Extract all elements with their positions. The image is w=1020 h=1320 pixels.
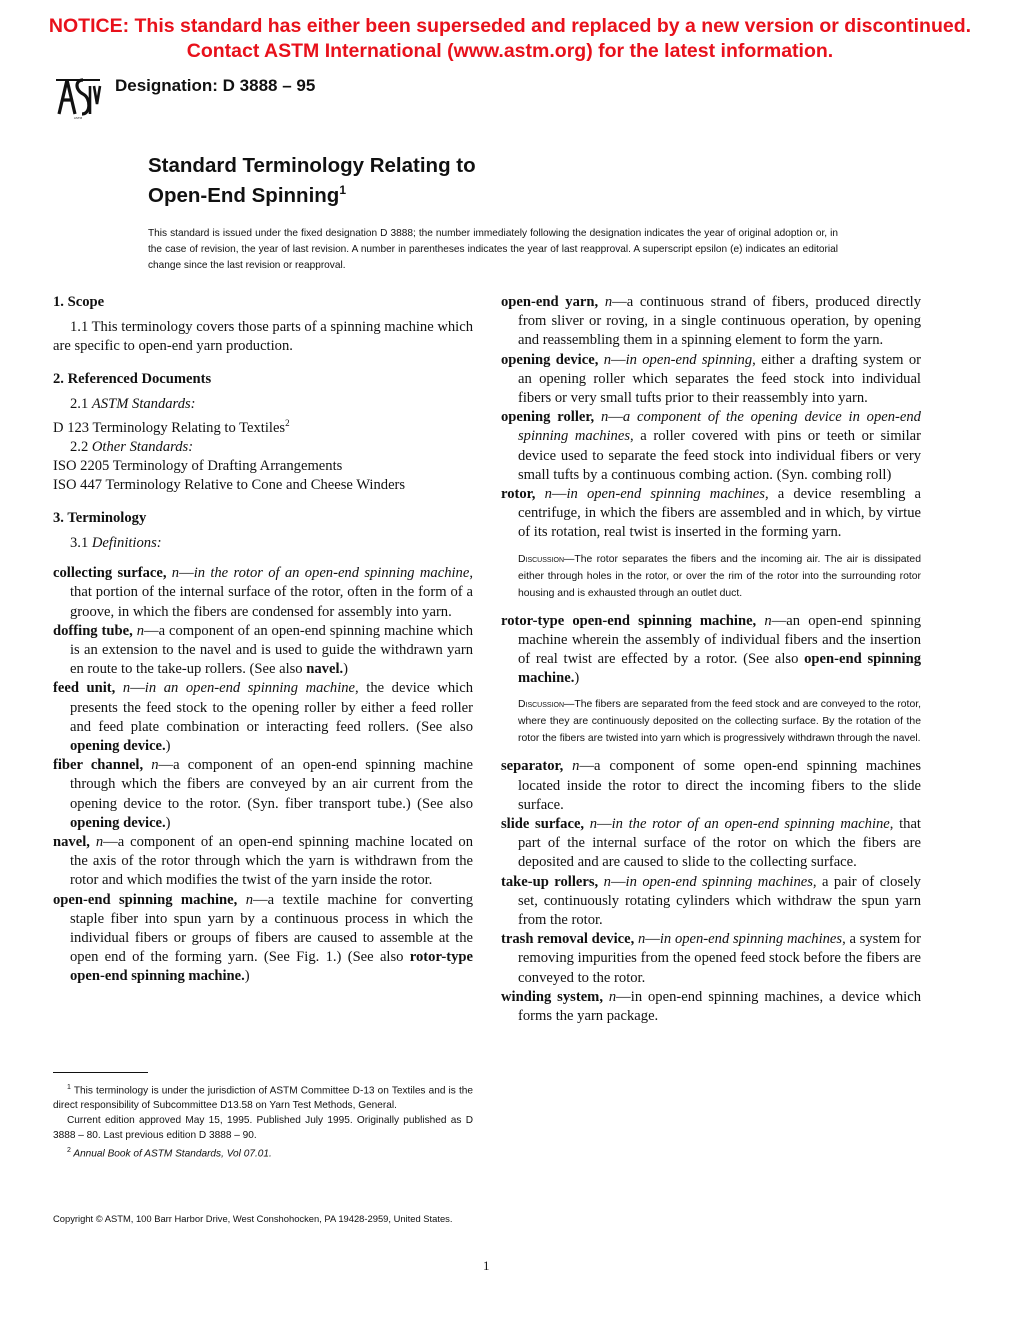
definition-pos: n— [637, 931, 660, 948]
definition-pos: n— [95, 833, 118, 850]
definition-entry [53, 891, 473, 987]
definition-pos: n— [151, 757, 174, 774]
definition-entry [53, 622, 473, 680]
footnote-1b: Current edition approved May 15, 1995. Published July 1995. Originally published as D 3888 – 80. Last previous edition D 3888 – 90. [53, 1115, 473, 1142]
notice-line-2: Contact ASTM International (www.astm.org) for the latest information. [186, 40, 834, 62]
definition-text: , a roller covered with pins or teeth or similar device used to separate the feed stock into individual fibers or very small tufts by a continuous combing action. (Syn. combing roll) [518, 428, 921, 483]
definition-term: collecting surface, [53, 565, 167, 582]
definition-text: , a system for removing impurities from the opened feed stock before the fibers are conveyed to the rotor. [518, 931, 921, 986]
definition-pos: n— [136, 622, 159, 639]
definition-term: opening roller, [501, 409, 595, 426]
definitions-list-right-b [501, 612, 921, 689]
ref-d123 [53, 414, 473, 438]
definition-term: open-end spinning machine, [53, 891, 238, 908]
definition-see-also: opening device. [70, 814, 166, 831]
definition-context: in open-end spinning [625, 351, 753, 368]
definition-entry [53, 833, 473, 891]
discussion-rotor-text: —The rotor separates the fibers and the incoming air. The air is dissipated either through holes in the rotor, or over the rim of the rotor into the surrounding rotor housing and is exhausted through an outlet duct. [518, 553, 921, 599]
astm-logo [53, 74, 103, 120]
definition-text: a component of an open-end spinning machine located on the axis of the rotor through which the yarn is withdrawn from the rotor and which modifies the twist of the yarn inside the rotor. [70, 833, 473, 889]
definition-text: in open-end spinning machines, a device which forms the yarn package. [518, 988, 921, 1025]
definition-context: in open-end spinning machines [566, 486, 765, 503]
definition-entry [501, 930, 921, 988]
ref-d123-sup: 2 [285, 418, 290, 429]
section-heading-terminology: 3. Terminology [53, 509, 147, 526]
page-number: 1 [483, 1258, 490, 1273]
definition-entry [501, 351, 921, 409]
definition-pos: n— [600, 409, 623, 426]
definition-term: feed unit, [53, 680, 116, 697]
supersede-notice [0, 14, 1020, 64]
definition-text: a component of an open-end spinning machine which is an extension to the navel and is used to guide the withdrawn yarn en route to the take-up rollers. (See also [70, 622, 473, 678]
definition-pos: n— [604, 294, 627, 310]
definitions-list-right-c [501, 757, 921, 1026]
definition-pos: n— [544, 486, 567, 503]
definitions-label [53, 534, 473, 553]
footnote-1 [53, 1080, 473, 1113]
definition-tail: ) [343, 661, 349, 678]
definition-entry [501, 988, 921, 1026]
astm-standards-num: 2.1 [70, 395, 92, 412]
definition-text: , that portion of the internal surface of the rotor, often in the form of a groove, in which the fibers are condensed for assembly into yarn. [70, 565, 473, 620]
definition-text: , a device resembling a centrifuge, in which the fibers are assembled and in which, by virtue of its rotation, real twist is inserted in the forming yarn. [518, 486, 921, 541]
definition-context: a component of the opening device in open-end spinning machines [518, 409, 921, 445]
document-title [148, 153, 476, 208]
definition-text: an open-end spinning machine wherein the assembly of individual fibers and the insertion of real twist are effected by a rotor. (See also [518, 612, 921, 668]
definition-text: , that part of the internal surface of the rotor on which the fibers are deposited and are caused to slide to the collecting surface. [518, 816, 921, 871]
definitions-list-left [53, 564, 473, 986]
notice-line-1: NOTICE: This standard has either been superseded and replaced by a new version or discontinued. [48, 15, 972, 37]
definition-tail: ) [165, 737, 171, 754]
definition-pos: n— [171, 565, 194, 582]
footnote-2 [53, 1143, 473, 1161]
definition-term: rotor-type open-end spinning machine, [501, 612, 757, 629]
ref-iso447: ISO 447 Terminology Relative to Cone and Cheese Winders [53, 477, 406, 494]
definition-pos: n— [572, 758, 595, 775]
definition-context: in open-end spinning machines [659, 931, 843, 948]
title-line-2: Open-End Spinning [148, 183, 340, 207]
definition-text: , a pair of closely set, continuously rotating cylinders which withdraw the spun yarn from the rotor. [518, 873, 921, 929]
footnote-rule [53, 1072, 148, 1073]
definition-pos: n— [603, 873, 626, 890]
definition-entry [53, 564, 473, 622]
definitions-num: 3.1 [70, 534, 92, 551]
other-standards-label [53, 438, 473, 457]
designation: Designation: D 3888 – 95 [115, 76, 316, 95]
definition-pos: n— [608, 988, 631, 1005]
definition-term: navel, [53, 833, 90, 850]
definition-term: trash removal device, [501, 931, 635, 948]
logo-text: ASTM [73, 116, 83, 120]
definition-context: in open-end spinning machines [625, 873, 813, 890]
definition-see-also: rotor-type open-end spinning machine. [70, 949, 473, 985]
discussion-label: Discussion [518, 553, 565, 565]
footnote-2-mark: 2 [67, 1147, 71, 1155]
definition-term: slide surface, [501, 816, 585, 833]
definition-text: , the device which presents the feed stock to the opening roller by either a feed roller and feed plate combination or interacting feed rollers. (See also [70, 680, 473, 735]
definition-entry [501, 612, 921, 689]
definition-see-also: navel. [306, 661, 344, 678]
definition-entry [501, 408, 921, 485]
definition-term: separator, [501, 758, 564, 775]
definition-term: fiber channel, [53, 757, 144, 774]
discussion-rotor-type [501, 696, 921, 747]
right-column [501, 293, 921, 1026]
issue-statement: This standard is issued under the fixed designation D 3888; the number immediately following the designation indicates the year of original adoption or, in the case of revision, the year of last revision. A number in parentheses indicates the year of last reapproval. A superscript epsilon (e) indicates an editorial change since the last revision or reapproval. [148, 228, 838, 271]
ref-iso2205: ISO 2205 Terminology of Drafting Arrangements [53, 458, 343, 475]
definition-context: in an open-end spinning machine [144, 680, 356, 697]
definition-entry [53, 679, 473, 756]
definition-entry [501, 485, 921, 543]
astm-standards-label [53, 395, 473, 414]
definition-text: a component of an open-end spinning machine through which the fibers are conveyed by an air current from the opening device to the rotor. (Syn. fiber transport tube.) (See also [70, 757, 473, 812]
astm-standards-text: ASTM Standards: [91, 395, 196, 412]
definition-context: in the rotor of an open-end spinning machine [611, 816, 890, 833]
definition-entry [501, 293, 921, 351]
other-standards-num: 2.2 [70, 439, 92, 456]
definition-text: a continuous strand of fibers, produced directly from sliver or roving, in a single continuous operation, by opening and reassembling them in a spinning element to form the yarn. [518, 294, 922, 349]
title-footnote-ref: 1 [339, 183, 346, 197]
definition-term: rotor, [501, 486, 536, 503]
footnote-2-text: Annual Book of ASTM Standards, Vol 07.01. [70, 1148, 272, 1160]
definition-entry [501, 815, 921, 873]
definitions-text: Definitions: [91, 534, 162, 551]
definition-term: open-end yarn, [501, 294, 599, 310]
definition-text: a textile machine for converting staple fiber into spun yarn by a continuous process in which the individual fibers or groups of fibers are caused to assemble at the open end of the forming yarn. (See Fig. 1.) (See also [70, 891, 473, 966]
definition-context: in the rotor of an open-end spinning machine [193, 565, 470, 582]
title-line-1: Standard Terminology Relating to [148, 154, 476, 177]
definition-entry [53, 756, 473, 833]
discussion-rotor-type-text: —The fibers are separated from the feed stock and are conveyed to the rotor, where they are continuously deposited on the collecting surface. By the rotation of the rotor the fibers are twisted into yarn which is progressively withdrawn through the navel. [518, 699, 921, 745]
scope-paragraph: 1.1 This terminology covers those parts of a spinning machine which are specific to open-end yarn production. [53, 319, 474, 355]
definition-tail: ) [244, 968, 250, 985]
section-heading-refdocs: 2. Referenced Documents [53, 370, 212, 387]
definition-term: opening device, [501, 351, 599, 368]
section-heading-scope: 1. Scope [53, 294, 105, 310]
definition-pos: n— [764, 612, 787, 629]
other-standards-text: Other Standards: [91, 439, 194, 456]
definition-text: a component of some open-end spinning machines located inside the rotor to direct the incoming fibers to the slide surface. [518, 758, 922, 813]
definition-term: doffing tube, [53, 622, 133, 639]
definition-pos: n— [122, 680, 145, 697]
definition-pos: n— [589, 816, 612, 833]
copyright: Copyright © ASTM, 100 Barr Harbor Drive, West Conshohocken, PA 19428-2959, United States. [53, 1213, 453, 1224]
definition-tail: ) [165, 814, 171, 831]
footnotes [53, 1080, 473, 1162]
definition-term: winding system, [501, 988, 603, 1005]
discussion-rotor [501, 551, 921, 602]
definition-pos: n— [603, 351, 626, 368]
definition-term: take-up rollers, [501, 873, 599, 890]
discussion-label: Discussion [518, 699, 565, 711]
definitions-list-right-a [501, 293, 921, 543]
definition-see-also: open-end spinning machine. [518, 651, 921, 687]
footnote-1-mark: 1 [67, 1084, 71, 1091]
left-column [53, 293, 473, 987]
definition-see-also: opening device. [70, 737, 166, 754]
footnote-1-text: This terminology is under the jurisdiction of ASTM Committee D-13 on Textiles and is the direct responsibility of Subcommittee D13.58 on Yarn Test Methods, General. [53, 1085, 473, 1112]
definition-entry [501, 873, 921, 931]
definition-entry [501, 757, 921, 815]
definition-text: , either a drafting system or an opening roller which separates the feed stock into individual fibers or very small tufts prior to their reassembly into yarn. [518, 351, 922, 407]
definition-tail: ) [574, 670, 580, 687]
definition-pos: n— [245, 891, 268, 908]
ref-d123-text: D 123 Terminology Relating to Textiles [53, 419, 286, 436]
